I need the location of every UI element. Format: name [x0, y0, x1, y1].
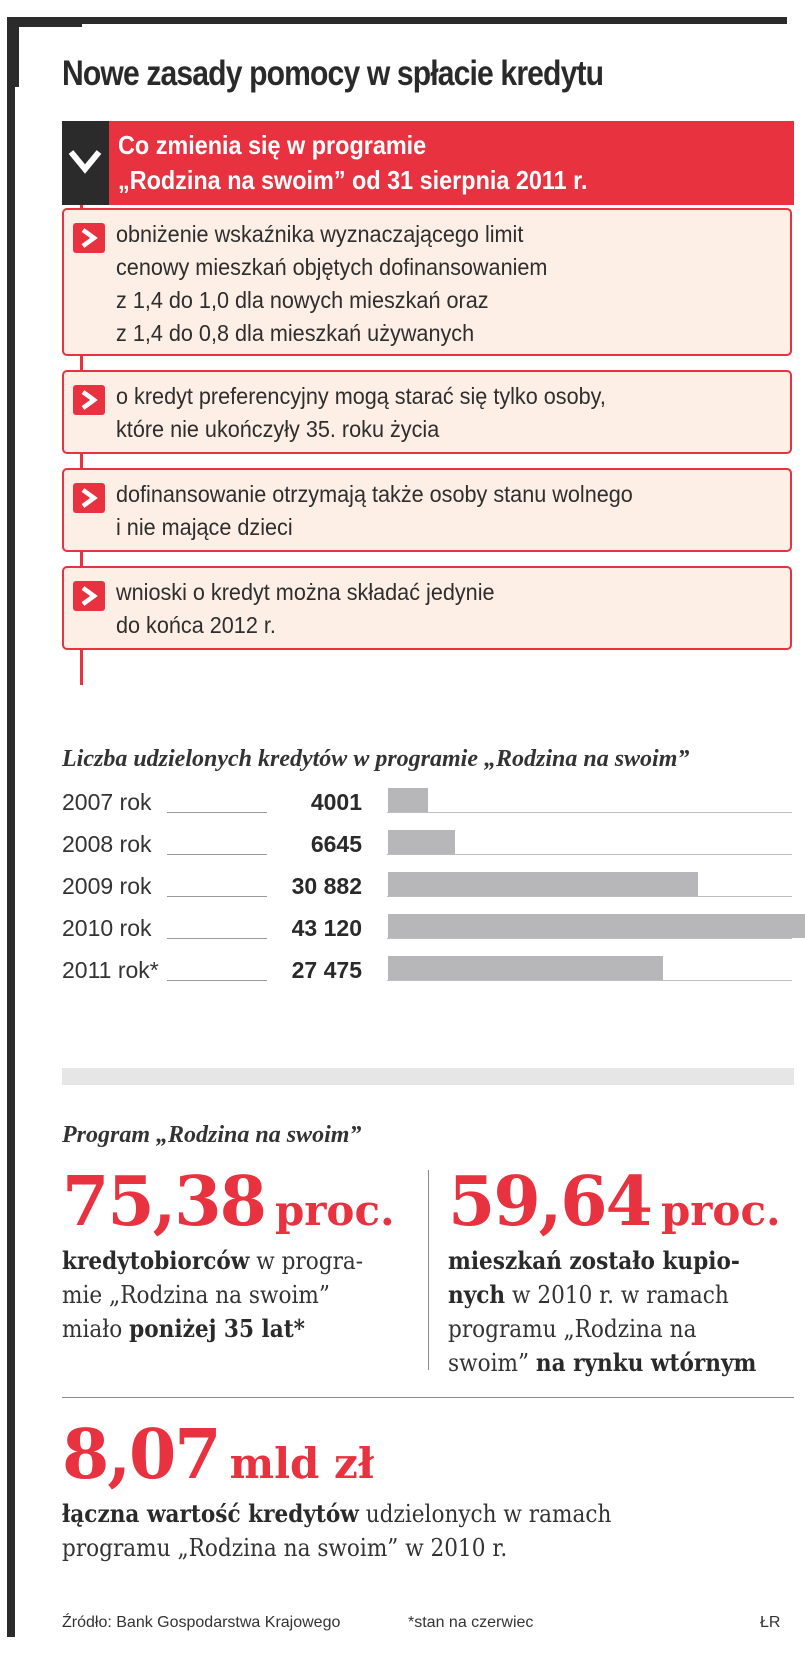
- chart-leader-line: [167, 812, 267, 813]
- stat-unit: mld zł: [229, 1439, 375, 1488]
- chevron-right-icon: [73, 581, 105, 611]
- chart-value-label: 30 882: [286, 873, 362, 900]
- stat-number: 75,38: [62, 1162, 265, 1242]
- chart-category-label: 2008 rok: [62, 831, 158, 858]
- stat-desc-text: programu „Rodzina na: [448, 1315, 697, 1343]
- changes-header: [62, 121, 794, 205]
- changes-title-line2: „Rodzina na swoim” od 31 sierpnia 2011 r.: [118, 165, 588, 195]
- change-item-3: [62, 468, 792, 552]
- chart-bar: [388, 956, 663, 980]
- chart-baseline: [387, 812, 792, 813]
- chevron-right-icon: [73, 483, 105, 513]
- chart-leader-line: [167, 980, 267, 981]
- stat-total-value: [62, 1415, 672, 1565]
- chart-title: Liczba udzielonych kredytów w programie „Rodzina na swoim”: [62, 746, 690, 772]
- stat-desc-bold: kredytobiorców: [62, 1246, 250, 1275]
- chart-row: [62, 953, 792, 993]
- change-item-2: [62, 370, 792, 454]
- stat-desc-bold: poniżej 35 lat*: [129, 1314, 305, 1343]
- stat-description: [62, 1497, 611, 1565]
- stat-horizontal-divider: [62, 1397, 794, 1398]
- change-item-text: dofinansowanie otrzymają także osoby stanu wolnego i nie mające dzieci: [116, 481, 633, 540]
- chart-value-label: 43 120: [286, 915, 362, 942]
- stat-secondary-market: [448, 1162, 791, 1380]
- stat-description: [448, 1244, 756, 1380]
- chart-leader-line: [167, 938, 267, 939]
- footnote: *stan na czerwiec: [408, 1614, 534, 1631]
- chart-bar: [388, 872, 698, 896]
- stat-under-35: [62, 1162, 397, 1346]
- change-item-text: o kredyt preferencyjny mogą starać się tylko osoby, które nie ukończyły 35. roku życia: [116, 383, 606, 442]
- stat-desc-bold: mieszkań zostało kupio-: [448, 1246, 740, 1275]
- chart-baseline: [387, 896, 792, 897]
- stat-desc-text: mie „Rodzina na swoim”: [62, 1281, 330, 1309]
- section-divider: [62, 1068, 794, 1085]
- stat-desc-text: w 2010 r. w ramach: [505, 1281, 729, 1309]
- chart-leader-line: [167, 854, 267, 855]
- chart-category-label: 2011 rok*: [62, 957, 165, 984]
- chart-category-label: 2010 rok: [62, 915, 158, 942]
- change-item-text: wnioski o kredyt można składać jedynie do końca 2012 r.: [116, 579, 495, 638]
- frame-top-rule: [7, 17, 787, 24]
- chart-baseline: [387, 980, 792, 981]
- stat-value: [448, 1162, 791, 1242]
- chevron-right-icon: [73, 385, 105, 415]
- chevron-right-icon: [73, 223, 105, 253]
- chart-baseline: [387, 938, 792, 939]
- changes-title: [109, 121, 587, 205]
- stat-unit: proc.: [660, 1186, 781, 1235]
- chart-value-label: 27 475: [286, 957, 362, 984]
- chart-value-label: 6645: [305, 831, 362, 858]
- stat-desc-text: udzielonych w ramach: [358, 1500, 612, 1528]
- author-initials: ŁR: [760, 1614, 781, 1631]
- stat-desc-text: w progra-: [249, 1247, 364, 1275]
- chart-bar: [388, 830, 455, 854]
- chart-row: [62, 911, 792, 951]
- stat-desc-text: miało: [62, 1315, 130, 1343]
- chart-value-label: 4001: [305, 789, 362, 816]
- headline: Nowe zasady pomocy w spłacie kredytu: [62, 54, 604, 93]
- stat-unit: proc.: [274, 1186, 395, 1235]
- stat-description: [62, 1244, 363, 1346]
- stat-desc-bold: na rynku wtórnym: [535, 1348, 757, 1377]
- chart-row: [62, 785, 792, 825]
- chart-bar: [388, 914, 805, 938]
- chart-bar: [388, 788, 428, 812]
- chart-category-label: 2009 rok: [62, 873, 158, 900]
- stat-desc-bold: nych: [448, 1280, 506, 1309]
- chart-leader-line: [167, 896, 267, 897]
- stat-desc-text: programu „Rodzina na swoim” w 2010 r.: [62, 1534, 508, 1562]
- stat-value: [62, 1162, 397, 1242]
- stat-number: 59,64: [448, 1162, 651, 1242]
- stat-number: 8,07: [62, 1415, 220, 1495]
- frame-left-rule: [7, 17, 15, 1637]
- change-item-4: [62, 566, 792, 650]
- source-note: Źródło: Bank Gospodarstwa Krajowego: [62, 1614, 341, 1631]
- chart-baseline: [387, 854, 792, 855]
- stat-desc-text: swoim”: [448, 1349, 536, 1377]
- stat-desc-bold: łączna wartość kredytów: [62, 1499, 359, 1528]
- change-item-1: [62, 208, 792, 356]
- stat-vertical-divider: [428, 1170, 429, 1370]
- changes-title-line1: Co zmienia się w programie: [118, 130, 427, 160]
- change-item-text: obniżenie wskaźnika wyznaczającego limit cenowy mieszkań objętych dofinansowaniem z 1,4 do 1,0 dla nowych mieszkań oraz z 1,4 do 0,8 dla mieszkań używanych: [116, 221, 548, 346]
- chart-row: [62, 827, 792, 867]
- program-title: Program „Rodzina na swoim”: [62, 1122, 362, 1148]
- frame-left-accent: [7, 17, 19, 87]
- chart-category-label: 2007 rok: [62, 789, 158, 816]
- chart-row: [62, 869, 792, 909]
- chevron-down-icon: [62, 121, 109, 205]
- stat-value: [62, 1415, 672, 1495]
